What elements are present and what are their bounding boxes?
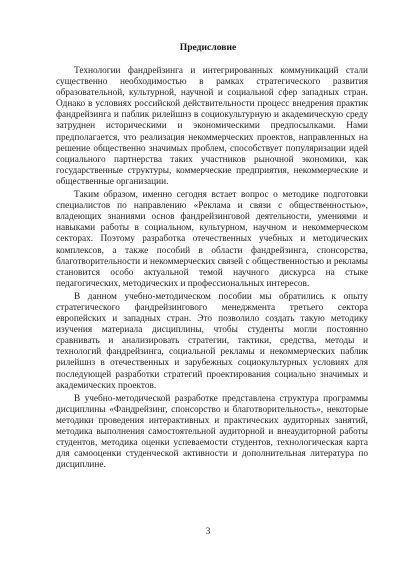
- body-text: [56, 66, 368, 473]
- paragraph-3: В данном учебно-методическом пособии мы обратились к опыту стратегического фандрейзингового менеджмента третьего сектора европейских и западных стран. Это позволило создать такую методику изучения материала дисциплины, чтобы студенты могли постоянно сравнивать и анализировать стратегии, тактики, средства, методы и технологий фандрейзинга, социальной рекламы и некоммерческих паблик рилейшнз в отечественных и зарубежных социокультурных условиях для последующей разработки стратегий проектирования социально значимых и академических проектов.: [56, 291, 368, 391]
- paragraph-2: Таким образом, именно сегодня встает вопрос о методике подготовки специалистов по направлению «Реклама и связи с общественностью», владеющих знаниями основ фандрейзинговой деятельности, умениями и навыками работы в социальном, культурном, научном и некоммерческом секторах. Поэтому разработка отечественных учебных и методических комплексов, а также пособий в области фандрейзинга, спонсорства, благотворительности и некоммерческих связей с общественностью и рекламы становится особо актуальной темой научного дискурса на стыке педагогических, методических и профессиональных интересов.: [56, 190, 368, 289]
- page-title: Предисловие: [179, 42, 237, 53]
- paragraph-4: В учебно-методической разработке представлена структура программы дисциплины «Фандрейзинг, спонсорство и благотворительность», некоторые методики проведения интерактивных и практических аудиторных занятий, методика выполнения самостоятельной аудиторной и внеаудиторной работы студентов, методика оценки успеваемости студентов, технологическая карта для самооценки студенческой активности и дополнительная литература по дисциплине.: [56, 393, 368, 471]
- page-number: 3: [205, 526, 211, 537]
- paragraph-1: Технологии фандрейзинга и интегрированных коммуникаций стали существенно необходимостью в рамках стратегического развития образовательной, культурной, научной и социальной сфер западных стран. Однако в условиях российской действительности процесс внедрения практик фандрейзинга и паблик рилейшнз в социокультурную и академическую среду затруднен историческими и экономическими предпосылками. Нами предполагается, что реализация некоммерческих проектов, направленных на решение общественно значимых проблем, способствует популяризации идей социального партнерства таких участников рыночной экономики, как государственные структуры, коммерческие предприятия, некоммерческие и общественные организации.: [56, 66, 368, 187]
